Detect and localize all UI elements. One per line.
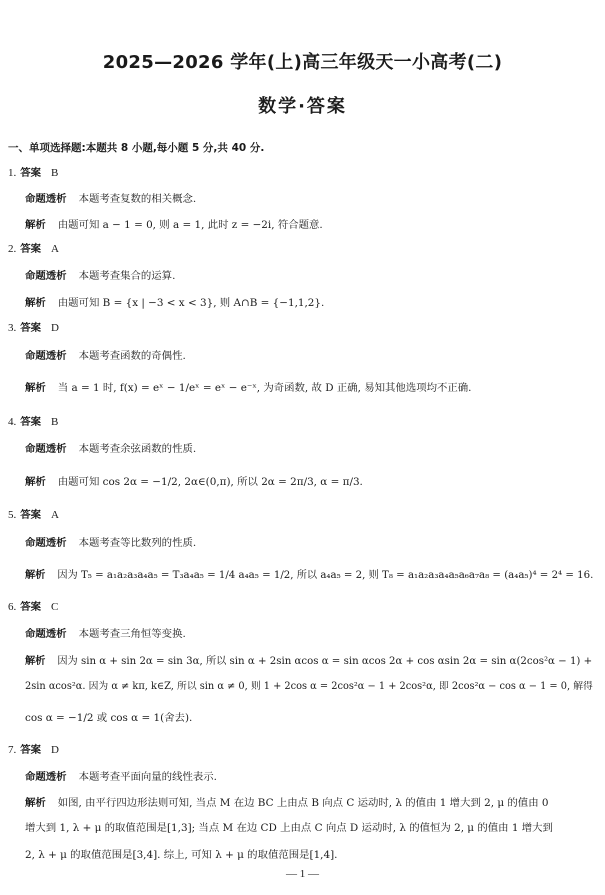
section-heading: 一、单项选择题:本题共 8 小题,每小题 5 分,共 40 分. bbox=[8, 142, 265, 154]
question-header bbox=[8, 601, 58, 614]
analysis-text: 如图, 由平行四边形法则可知, 当点 M 在边 BC 上由点 B 向点 C 运动时, λ 的值由 1 增大到 2, μ 的值由 0 bbox=[57, 797, 549, 809]
answer-label: 答案 bbox=[20, 601, 42, 613]
analysis-label: 解析 bbox=[25, 570, 46, 581]
analysis-label: 解析 bbox=[25, 797, 46, 809]
insight-label: 命题透析 bbox=[25, 628, 67, 640]
analysis-label: 解析 bbox=[25, 476, 46, 488]
insight-row bbox=[25, 771, 217, 784]
insight-row bbox=[25, 193, 196, 206]
question-number: 2. bbox=[8, 243, 17, 255]
insight-text: 本题考查复数的相关概念. bbox=[78, 193, 197, 205]
analysis-label: 解析 bbox=[25, 382, 46, 394]
question-number: 1. bbox=[8, 167, 17, 179]
answer-choice: A bbox=[51, 243, 59, 255]
insight-row bbox=[25, 443, 196, 456]
analysis-label: 解析 bbox=[25, 297, 46, 309]
analysis-row bbox=[25, 797, 549, 810]
answer-choice: A bbox=[51, 509, 59, 521]
question-number: 3. bbox=[8, 322, 17, 334]
analysis-label: 解析 bbox=[25, 656, 46, 667]
insight-row bbox=[25, 537, 196, 550]
insight-label: 命题透析 bbox=[25, 193, 67, 205]
insight-text: 本题考查三角恒等变换. bbox=[78, 628, 186, 640]
answer-choice: D bbox=[51, 322, 59, 334]
insight-text: 本题考查等比数列的性质. bbox=[78, 537, 197, 549]
question-number: 6. bbox=[8, 601, 17, 613]
insight-label: 命题透析 bbox=[25, 443, 67, 455]
question-header bbox=[8, 744, 59, 757]
question-header bbox=[8, 509, 59, 522]
answer-label: 答案 bbox=[20, 243, 42, 255]
answer-label: 答案 bbox=[20, 509, 42, 521]
insight-text: 本题考查平面向量的线性表示. bbox=[78, 771, 217, 783]
answer-choice: B bbox=[51, 167, 59, 179]
page-subtitle: 数学·答案 bbox=[258, 96, 347, 117]
question-header bbox=[8, 322, 59, 335]
insight-label: 命题透析 bbox=[25, 537, 67, 549]
insight-label: 命题透析 bbox=[25, 270, 67, 282]
answer-label: 答案 bbox=[20, 322, 42, 334]
analysis-text: 因为 T₅ = a₁a₂a₃a₄a₅ = T₃a₄a₅ = 1/4 a₄a₅ = 1/2, 所以 a₄a₅ = 2, 则 T₈ = a₁a₂a₃a₄a₅a₆a₇a₈ = (a₄a₅)⁴ = 2⁴ = 16. bbox=[57, 570, 594, 581]
analysis-row bbox=[25, 297, 324, 310]
analysis-text: 当 a = 1 时, f(x) = eˣ − 1/eˣ = eˣ − e⁻ˣ, 为奇函数, 故 D 正确, 易知其他选项均不正确. bbox=[57, 382, 472, 394]
analysis-row bbox=[25, 655, 592, 668]
insight-row bbox=[25, 270, 175, 283]
insight-label: 命题透析 bbox=[25, 771, 67, 783]
analysis-row bbox=[25, 382, 471, 395]
answer-choice: D bbox=[51, 744, 59, 756]
question-header bbox=[8, 167, 58, 180]
question-header bbox=[8, 416, 58, 429]
insight-label: 命题透析 bbox=[25, 350, 67, 362]
analysis-continuation: 2, λ + μ 的取值范围是[3,4]. 综上, 可知 λ + μ 的取值范围是[1,4]. bbox=[25, 849, 338, 861]
answer-label: 答案 bbox=[20, 744, 42, 756]
analysis-text: 由题可知 a − 1 = 0, 则 a = 1, 此时 z = −2i, 符合题意. bbox=[57, 219, 323, 231]
page-title: 2025—2026 学年(上)高三年级天一小高考(二) bbox=[102, 52, 503, 73]
analysis-text: 由题可知 B = {x | −3 < x < 3}, 则 A∩B = {−1,1,2}. bbox=[57, 297, 325, 309]
analysis-continuation: 增大到 1, λ + μ 的取值范围是[1,3]; 当点 M 在边 CD 上由点 C 向点 D 运动时, λ 的值恒为 2, μ 的值由 1 增大到 bbox=[25, 822, 553, 834]
answer-label: 答案 bbox=[20, 416, 42, 428]
answer-choice: B bbox=[51, 416, 59, 428]
answer-label: 答案 bbox=[20, 167, 42, 179]
insight-text: 本题考查集合的运算. bbox=[78, 270, 176, 282]
question-number: 4. bbox=[8, 416, 17, 428]
question-number: 5. bbox=[8, 509, 17, 521]
analysis-continuation: cos α = −1/2 或 cos α = 1(舍去). bbox=[25, 712, 193, 724]
analysis-text: 由题可知 cos 2α = −1/2, 2α∈(0,π), 所以 2α = 2π/3, α = π/3. bbox=[57, 476, 363, 488]
analysis-row bbox=[25, 476, 363, 489]
analysis-row bbox=[25, 219, 323, 232]
insight-row bbox=[25, 628, 186, 641]
insight-row bbox=[25, 350, 186, 363]
analysis-row bbox=[25, 569, 593, 582]
analysis-label: 解析 bbox=[25, 219, 46, 231]
answer-choice: C bbox=[51, 601, 59, 613]
insight-text: 本题考查函数的奇偶性. bbox=[78, 350, 186, 362]
analysis-text: 因为 sin α + sin 2α = sin 3α, 所以 sin α + 2sin αcos α = sin αcos 2α + cos αsin 2α = sin α(2cos²α − 1) + bbox=[57, 656, 593, 667]
insight-text: 本题考查余弦函数的性质. bbox=[78, 443, 197, 455]
page-number: — 1 — bbox=[286, 868, 319, 880]
analysis-continuation: 2sin αcos²α. 因为 α ≠ kπ, k∈Z, 所以 sin α ≠ 0, 则 1 + 2cos α = 2cos²α − 1 + 2cos²α, 即 2cos²α − cos α − 1 = 0, 解得 bbox=[25, 681, 593, 692]
question-header bbox=[8, 243, 59, 256]
question-number: 7. bbox=[8, 744, 17, 756]
